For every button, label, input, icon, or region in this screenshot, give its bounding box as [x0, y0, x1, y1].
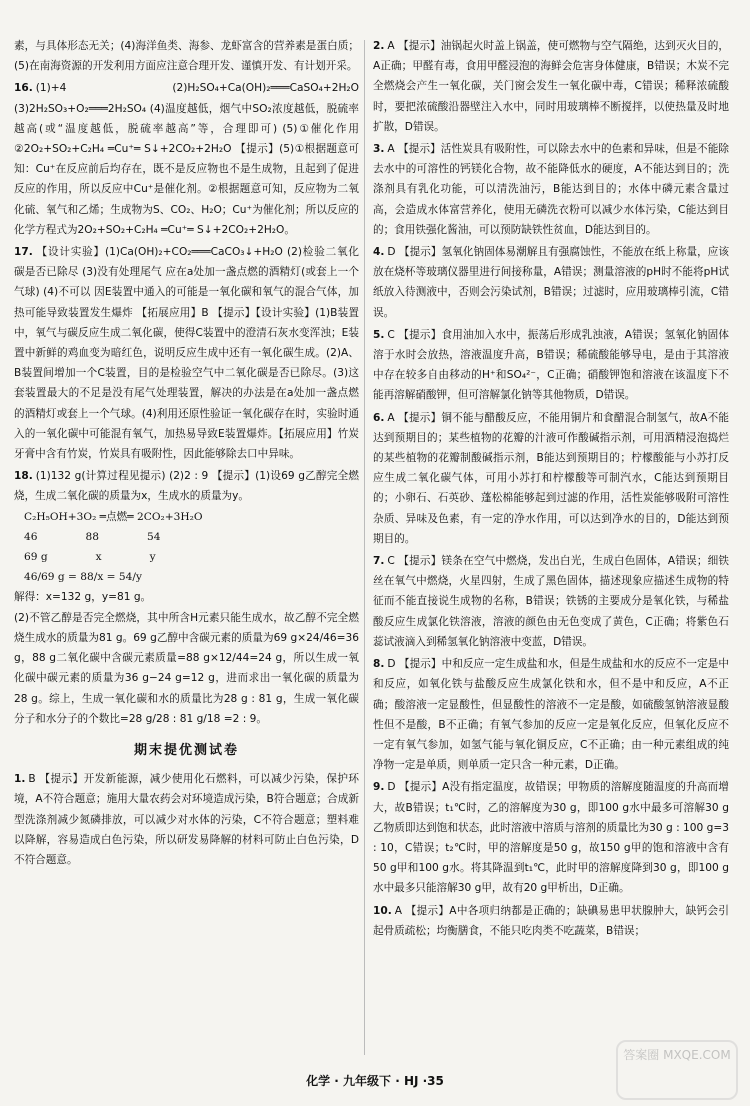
answer-q18 — [14, 466, 359, 729]
q17-number: 17. — [14, 246, 33, 259]
answer-q10: 10. A 【提示】A中各项归纳都是正确的；缺碘易患甲状腺肿大，缺钙会引起骨质疏松；均衡膳食，不能只吃肉类不吃蔬菜，B错误； — [373, 904, 729, 937]
answer-q3: 3. A 【提示】活性炭具有吸附性，可以除去水中的色素和异味，但是不能除去水中的可溶性的钙镁化合物，故不能降低水的硬度，A不能达到目的；洗涤剂具有乳化功能，可以清洗油污，B能达到目的；水体中磷元素含量过高，会造成水体富营养化，使用无磷洗衣粉可以减少水体污染，C能达到目的；食用铁强化酱油，可以预防缺铁性贫血，D能达到目的。 — [373, 143, 729, 236]
section-title: 期末提优测试卷 — [133, 742, 239, 758]
answer-q7: 7. C 【提示】镁条在空气中燃烧，发出白光，生成白色固体，A错误；细铁丝在氧气中燃烧，火星四射，生成了黑色固体，描述现象应描述生成物的特征而不能直接说生成物的名称，B错误；铁锈的主要成分是氧化铁，与稀盐酸反应生成氯化铁溶液，溶液的颜色由无色变成了黄色，C正确；将紫色石蕊试液滴入到稀氢氧化钠溶液中变蓝，D错误。 — [373, 555, 729, 648]
answer-q6: 6. A 【提示】铜不能与醋酸反应，不能用铜片和食醋混合制氢气，故A不能达到预期目的；某些植物的花瓣的汁液可作酸碱指示剂，可用酒精浸泡捣烂的某些植物的花瓣制酸碱指示剂，B能达到预期目的；柠檬酸能与小苏打反应生成二氧化碳气体，可用小苏打和柠檬酸等可制汽水，C能达到预期目的；小卵石、石英砂、蓬松棉能够起到过滤的作用，活性炭能够吸附可溶性杂质、异味及色素，有一定的净水作用，可以达到净水的目的，D能达到预期目的。 — [373, 411, 729, 545]
solution-line: 解得：x=132 g，y=81 g。 — [14, 591, 152, 604]
right-column — [373, 36, 729, 943]
q16-text: (1)+4 (2)H₂SO₄+Ca(OH)₂═══CaSO₄+2H₂O (3)2H₂SO₃+O₂═══2H₂SO₄ (4)温度越低，烟气中SO₂浓度越低，脱硫率越高(或“温度越低，脱硫率越高”等，合理即可) (5)①催化作用 ②2O₂+SO₂+C₂H₄ ═Cu⁺═ S↓+2CO₂+2H₂O 【提示】(5)①根据题意可知：Cu⁺在反应前后均存在，既不是反应物也不是生成物，且起到了促进反应的作用，所以反应中Cu⁺是催化剂。②根据题意可知，反应物为二氧化硫、氧气和乙烯；生成物为S、CO₂、H₂O；Cu⁺为催化剂；所以反应的化学方程式为2O₂+SO₂+C₂H₄ ═Cu⁺═ S↓+2CO₂+2H₂O。 — [14, 82, 359, 236]
answer-q8: 8. D 【提示】中和反应一定生成盐和水，但是生成盐和水的反应不一定是中和反应，如氧化铁与盐酸反应生成氯化铁和水，但不是中和反应，A不正确；酸溶液一定显酸性，但显酸性的溶液不一定是酸，如硫酸氢钠溶液显酸性但不是酸，B不正确；有氧气参加的反应一定是氧化反应，但氧化反应不一定有氧气参加，如氢气能与氧化铜反应，C不正确；由一种元素组成的纯净物一定是单质，则单质一定只含一种元素，D正确。 — [373, 658, 729, 772]
q18-part1: (1)132 g(计算过程见提示) (2)2 : 9 【提示】(1)设69 g乙醇完全燃烧，生成二氧化碳的质量为x，生成水的质量为y。 — [14, 470, 359, 503]
q16-number: 16. — [14, 82, 33, 95]
q15-continuation: 素，与具体形态无关；(4)海洋鱼类、海参、龙虾富含的营养素是蛋白质；(5)在南海资源的开发利用方面应注意合理开发、谨慎开发、有计划开采。 — [14, 40, 359, 73]
mass-row: 69 g x y — [24, 551, 156, 564]
molar-mass-row: 46 88 54 — [24, 530, 161, 543]
combustion-equation: C₂H₅OH+3O₂ ═点燃═ 2CO₂+3H₂O — [24, 510, 203, 523]
answer-q4: 4. D 【提示】氢氧化钠固体易潮解且有强腐蚀性，不能放在纸上称量，应该放在烧杯等玻璃仪器里进行间接称量，A错误；测量溶液的pH时不能将pH试纸放入待测液中，否则会污染试剂，B错误；过滤时，应用玻璃棒引流，C错误。 — [373, 246, 729, 319]
answer-q5: 5. C 【提示】食用油加入水中，振荡后形成乳浊液，A错误；氢氧化钠固体溶于水时会放热，溶液温度升高，B错误；稀硫酸能够导电，是由于其溶液中存在较多自由移动的H⁺和SO₄²⁻，C正确；硝酸钾饱和溶液在该温度下不能再溶解硝酸钾，但可溶解氯化钠等其他物质，D错误。 — [373, 328, 729, 402]
q1-text: B 【提示】开发新能源，减少使用化石燃料，可以减少污染，保护环境，A不符合题意；施用大量农药会对环境造成污染，B符合题意；合成新型洗涤剂减少氮磷排放，可以减少对水体的污染，C不符合题意；塑料难以降解，容易造成白色污染，所以研发易降解的材料可防止白色污染，D不符合题意。 — [14, 773, 359, 866]
q17-text: 【设计实验】(1)Ca(OH)₂+CO₂═══CaCO₃↓+H₂O (2)检验二氧化碳是否已除尽 (3)没有处理尾气 应在a处加一盏点燃的酒精灯(或套上一个气球) (4)不可以 因E装置中通入的可能是一氧化碳和氧气的混合气体，加热可能导致装置发生爆炸 【拓展应用】B 【提示】【设计实验】(1)B装置中，氧气与碳反应生成二氧化碳，使得C装置中的澄清石灰水变浑浊；E装置中新鲜的鸡血变为暗红色，说明反应生成中还有一氧化碳生成。(2)A、B装置间增加一个C装置，目的是检验空气中二氧化碳是否已除尽。(3)这套装置最大的不足是没有尾气处理装置，解决的办法是在a处加一盏点燃的酒精灯或套上一个气球。(4)利用还原性验证一氧化碳存在时，实验时通入的一氧化碳中可能混有氧气，加热易导致E装置爆炸。【拓展应用】竹炭牙膏中含有竹炭，竹炭具有吸附性，因此能够除去口中异味。 — [14, 246, 359, 461]
page-footer: 化学 · 九年级下 · HJ ·35 — [306, 1074, 444, 1088]
answer-q1 — [14, 769, 359, 870]
answer-q17 — [14, 242, 359, 464]
q18-number: 18. — [14, 470, 33, 483]
answer-q16 — [14, 78, 359, 240]
ratio-expression: 46/69 g = 88/x = 54/y — [24, 571, 142, 584]
q1-number: 1. — [14, 773, 26, 786]
answer-q9: 9. D 【提示】A没有指定温度，故错误；甲物质的溶解度随温度的升高而增大，故B错误；t₁℃时，乙的溶解度为30 g，即100 g水中最多可溶解30 g乙物质即达到饱和状态，此时溶液中溶质与溶剂的质量比为30 g : 100 g=3 : 10，C错误；t₂℃时，甲的溶解度是50 g，故150 g甲的饱和溶液中含有50 g甲和100 g水。将其降温到t₁℃，此时甲的溶解度降到30 g，即100 g水中最多只能溶解30 g甲，故有20 g甲析出，D正确。 — [373, 781, 729, 895]
q18-part2: (2)不管乙醇是否完全燃烧，其中所含H元素只能生成水，故乙醇不完全燃烧生成水的质量为81 g。69 g乙醇中含碳元素的质量为69 g×24/46=36 g，88 g二氧化碳中含碳元素质量=88 g×12/44=24 g，所以生成一氧化碳中碳元素的质量为36 g−24 g=12 g，进而求出一氧化碳的质量为28 g。综上，生成一氧化碳和水的质量比为28 g : 81 g，生成一氧化碳分子和水分子的个数比=28 g/28 : 81 g/18 =2 : 9。 — [14, 611, 359, 725]
watermark-logo: 答案圈 MXQE.COM — [616, 1040, 738, 1100]
left-column — [14, 36, 359, 872]
column-divider — [364, 40, 365, 1055]
answer-q2: 2. A 【提示】油锅起火时盖上锅盖，使可燃物与空气隔绝，达到灭火目的，A正确；甲醛有毒，食用甲醛浸泡的海鲜会危害身体健康，B错误；木炭不完全燃烧会产生一氧化碳，关门窗会发生一氧化碳中毒，C错误；稀释浓硫酸时，要把浓硫酸沿器壁注入水中，同时用玻璃棒不断搅拌，以使热量及时地扩散，D错误。 — [373, 40, 729, 133]
